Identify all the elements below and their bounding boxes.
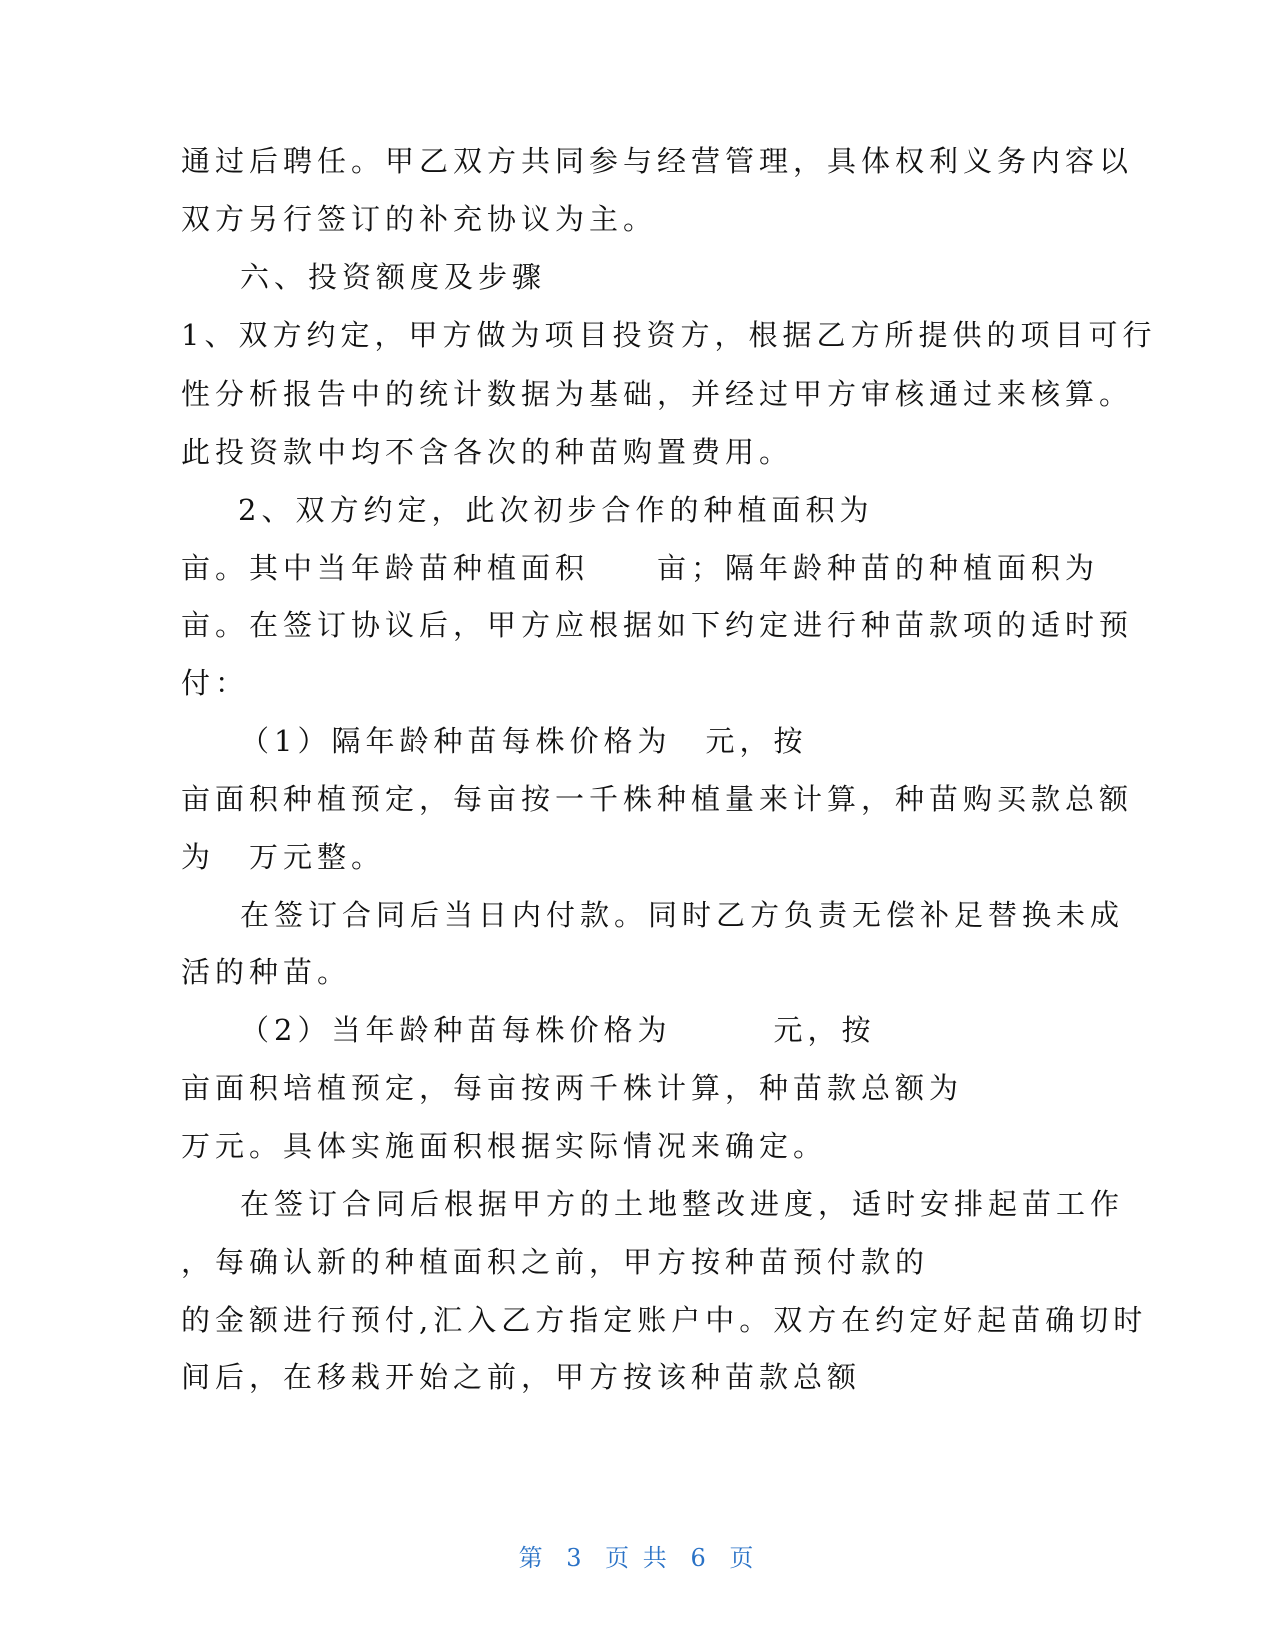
paragraph-line: ，每确认新的种植面积之前，甲方按种苗预付款的: [181, 1245, 930, 1279]
paragraph-line: 此投资款中均不含各次的种苗购置费用。: [181, 435, 794, 469]
footer-middle: 页 共: [605, 1544, 670, 1572]
paragraph-line: 付：: [181, 666, 250, 700]
paragraph-line: 通过后聘任。甲乙双方共同参与经营管理，具体权利义务内容以: [181, 144, 1134, 178]
current-page-number: 3: [566, 1544, 585, 1572]
paragraph-line: 性分析报告中的统计数据为基础，并经过甲方审核通过来核算。: [181, 377, 1134, 411]
paragraph-line: 活的种苗。: [181, 955, 352, 989]
paragraph-line: 在签订合同后根据甲方的土地整改进度，适时安排起苗工作: [240, 1187, 1125, 1221]
paragraph-line: 1、双方约定，甲方做为项目投资方，根据乙方所提供的项目可行: [181, 318, 1157, 352]
paragraph-line: 亩。其中当年龄苗种植面积 亩；隔年龄种苗的种植面积为: [181, 551, 1100, 585]
paragraph-line: 在签订合同后当日内付款。同时乙方负责无偿补足替换未成: [240, 898, 1125, 932]
paragraph-line: 亩面积培植预定，每亩按两千株计算，种苗款总额为: [181, 1071, 964, 1105]
paragraph-line: 间后，在移栽开始之前，甲方按该种苗款总额: [181, 1360, 862, 1394]
paragraph-line: 亩。在签订协议后，甲方应根据如下约定进行种苗款项的适时预: [181, 608, 1134, 642]
paragraph-line: 亩面积种植预定，每亩按一千株种植量来计算，种苗购买款总额: [181, 782, 1134, 816]
paragraph-line: （1）隔年龄种苗每株价格为 元，按: [240, 724, 808, 758]
paragraph-line: （2）当年龄种苗每株价格为 元，按: [240, 1013, 876, 1047]
total-page-count: 6: [690, 1544, 709, 1572]
paragraph-line: 的金额进行预付,汇入乙方指定账户中。双方在约定好起苗确切时: [181, 1303, 1148, 1337]
paragraph-line: 万元。具体实施面积根据实际情况来确定。: [181, 1129, 828, 1163]
footer-prefix: 第: [518, 1544, 546, 1572]
paragraph-line: 为 万元整。: [181, 840, 386, 874]
page-footer: [0, 1538, 1275, 1573]
paragraph-line: 2、双方约定，此次初步合作的种植面积为: [238, 493, 874, 527]
section-heading: 六、投资额度及步骤: [240, 260, 547, 294]
footer-suffix: 页: [729, 1544, 757, 1572]
paragraph-line: 双方另行签订的补充协议为主。: [181, 202, 658, 236]
